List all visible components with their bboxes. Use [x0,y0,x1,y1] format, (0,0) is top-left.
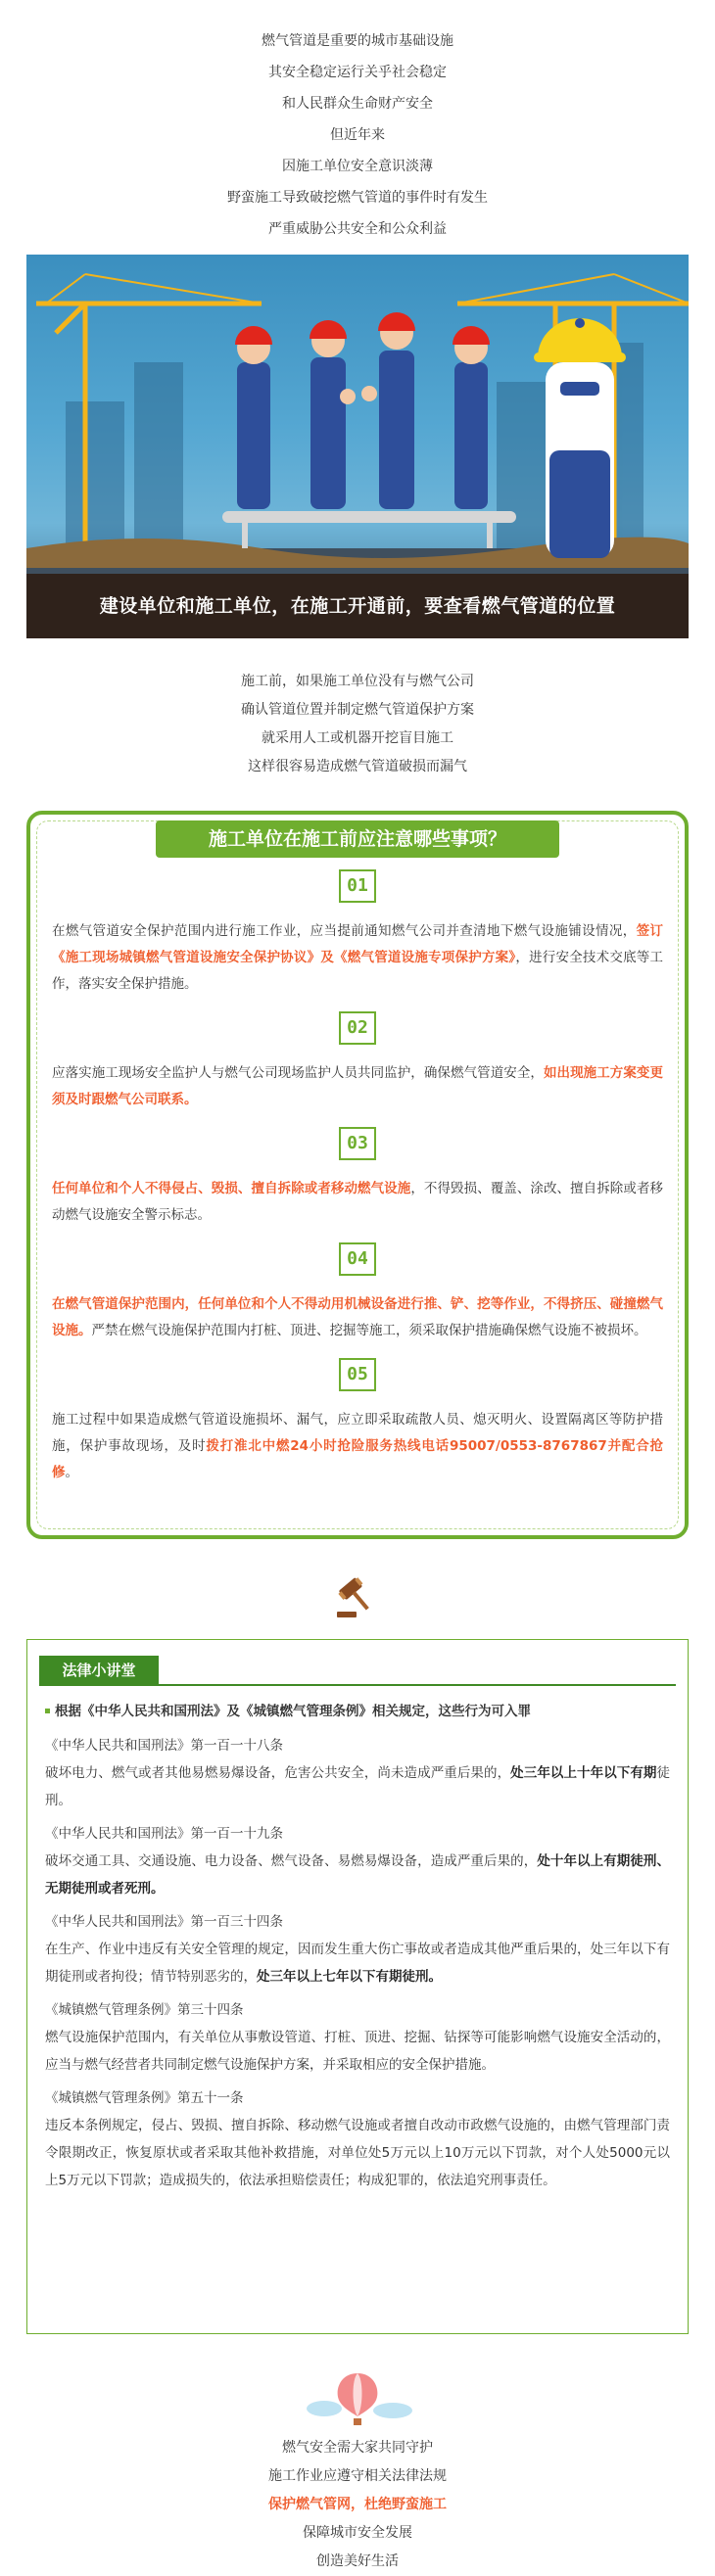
intro-line: 其安全稳定运行关乎社会稳定 [268,65,447,80]
item-number-badge: 03 [339,1127,376,1160]
closing-text [0,2434,715,2576]
construction-illustration [26,255,689,638]
precaution-text: 应落实施工现场安全监护人与燃气公司现场监护人员共同监护，确保燃气管道安全，如出现施工方案变更须及时跟燃气公司联系。 [52,1065,664,1107]
precaution-text: 施工过程中如果造成燃气管道设施损坏、漏气，应立即采取疏散人员、熄灭明火、设置隔离区等防护措施，保护事故现场，及时拨打淮北中燃24小时抢险服务热线电话95007/0553-8767867并配合抢修。 [52,1412,663,1480]
precautions-list [52,869,663,1500]
law-article [45,1732,670,1814]
intro-text [0,0,715,245]
law-article-title: 《中华人民共和国刑法》第一百一十九条 [45,1826,283,1842]
law-article-title: 《中华人民共和国刑法》第一百三十四条 [45,1914,283,1930]
intro-line: 野蛮施工导致破挖燃气管道的事件时有发生 [227,190,488,206]
law-article [45,1820,670,1902]
middle-text [0,638,715,781]
illustration-caption: 建设单位和施工单位，在施工开通前，要查看燃气管道的位置 [26,574,689,638]
middle-line: 施工前，如果施工单位没有与燃气公司 [241,674,474,689]
precautions-title: 施工单位在施工前应注意哪些事项？ [156,820,559,858]
law-article-text: 破坏交通工具、交通设施、电力设备、燃气设备、易燃易爆设备，造成严重后果的，处十年以上有期徒刑、无期徒刑或者死刑。 [45,1853,671,1897]
precaution-text: 在燃气管道保护范围内，任何单位和个人不得动用机械设备进行推、铲、挖等作业，不得挤压、碰撞燃气设施。严禁在燃气设施保护范围内打桩、顶进、挖掘等施工，须采取保护措施确保燃气设施不被损坏。 [52,1296,663,1338]
middle-line: 确认管道位置并制定燃气管道保护方案 [241,702,474,718]
law-lead: 根据《中华人民共和国刑法》及《城镇燃气管理条例》相关规定，这些行为可入罪 [45,1697,670,1726]
law-lecture-box [26,1639,689,2334]
bullet-icon [45,1709,50,1713]
item-number-badge: 02 [339,1011,376,1045]
precaution-text: 在燃气管道安全保护范围内进行施工作业，应当提前通知燃气公司并查清地下燃气设施铺设情况，签订《施工现场城镇燃气管道设施安全保护协议》及《燃气管道设施专项保护方案》，进行安全技术交底等工作，落实安全保护措施。 [52,923,664,992]
intro-line: 但近年来 [330,127,385,143]
middle-line: 这样很容易造成燃气管道破损而漏气 [248,759,467,774]
intro-line: 燃气管道是重要的城市基础设施 [262,33,453,49]
hot-air-balloon-icon [299,2369,416,2428]
middle-line: 就采用人工或机器开挖盲目施工 [262,730,453,746]
law-article-text: 破坏电力、燃气或者其他易燃易爆设备，危害公共安全，尚未造成严重后果的，处三年以上十年以下有期徒刑。 [45,1765,671,1808]
closing-line: 施工作业应遵守相关法律法规 [268,2468,447,2484]
precaution-item [52,869,663,998]
item-number-badge: 05 [339,1358,376,1391]
closing-line: 创造美好生活 [316,2553,399,2569]
precaution-item [52,1127,663,1229]
law-article-text: 燃气设施保护范围内，有关单位从事敷设管道、打桩、顶进、挖掘、钻探等可能影响燃气设施安全活动的，应当与燃气经营者共同制定燃气设施保护方案，并采取相应的安全保护措施。 [45,2030,670,2073]
intro-line: 严重威胁公共安全和公众利益 [268,221,447,237]
law-article-text: 在生产、作业中违反有关安全管理的规定，因而发生重大伤亡事故或者造成其他严重后果的，处三年以下有期徒刑或者拘役；情节特别恶劣的，处三年以上七年以下有期徒刑。 [45,1942,670,1985]
precaution-text: 任何单位和个人不得侵占、毁损、擅自拆除或者移动燃气设施，不得毁损、覆盖、涂改、擅自拆除或者移动燃气设施安全警示标志。 [52,1181,664,1223]
precaution-item [52,1358,663,1486]
law-article [45,1996,670,2079]
closing-line: 保障城市安全发展 [303,2525,412,2541]
law-article-title: 《城镇燃气管理条例》第三十四条 [45,2002,244,2018]
law-article-title: 《中华人民共和国刑法》第一百一十八条 [45,1738,283,1754]
closing-line: 燃气安全需大家共同守护 [282,2440,433,2456]
closing-line-highlight: 保护燃气管网，杜绝野蛮施工 [268,2497,447,2512]
precaution-item [52,1242,663,1344]
law-lecture-tab: 法律小讲堂 [39,1656,159,1685]
law-tab-underline [39,1684,676,1686]
intro-line: 因施工单位安全意识淡薄 [282,159,433,174]
law-article-text: 违反本条例规定，侵占、毁损、擅自拆除、移动燃气设施或者擅自改动市政燃气设施的，由燃气管理部门责令限期改正，恢复原状或者采取其他补救措施，对单位处5万元以上10万元以下罚款，对个人处5000元以上5万元以下罚款；造成损失的，依法承担赔偿责任；构成犯罪的，依法追究刑事责任。 [45,2118,670,2188]
item-number-badge: 04 [339,1242,376,1276]
intro-line: 和人民群众生命财产安全 [282,96,433,112]
gavel-divider [0,1574,715,1623]
item-number-badge: 01 [339,869,376,903]
law-article [45,1908,670,1991]
precaution-item [52,1011,663,1113]
precautions-box [26,811,689,1539]
gavel-icon [335,1574,380,1619]
law-article-title: 《城镇燃气管理条例》第五十一条 [45,2090,244,2106]
law-article [45,2084,670,2194]
